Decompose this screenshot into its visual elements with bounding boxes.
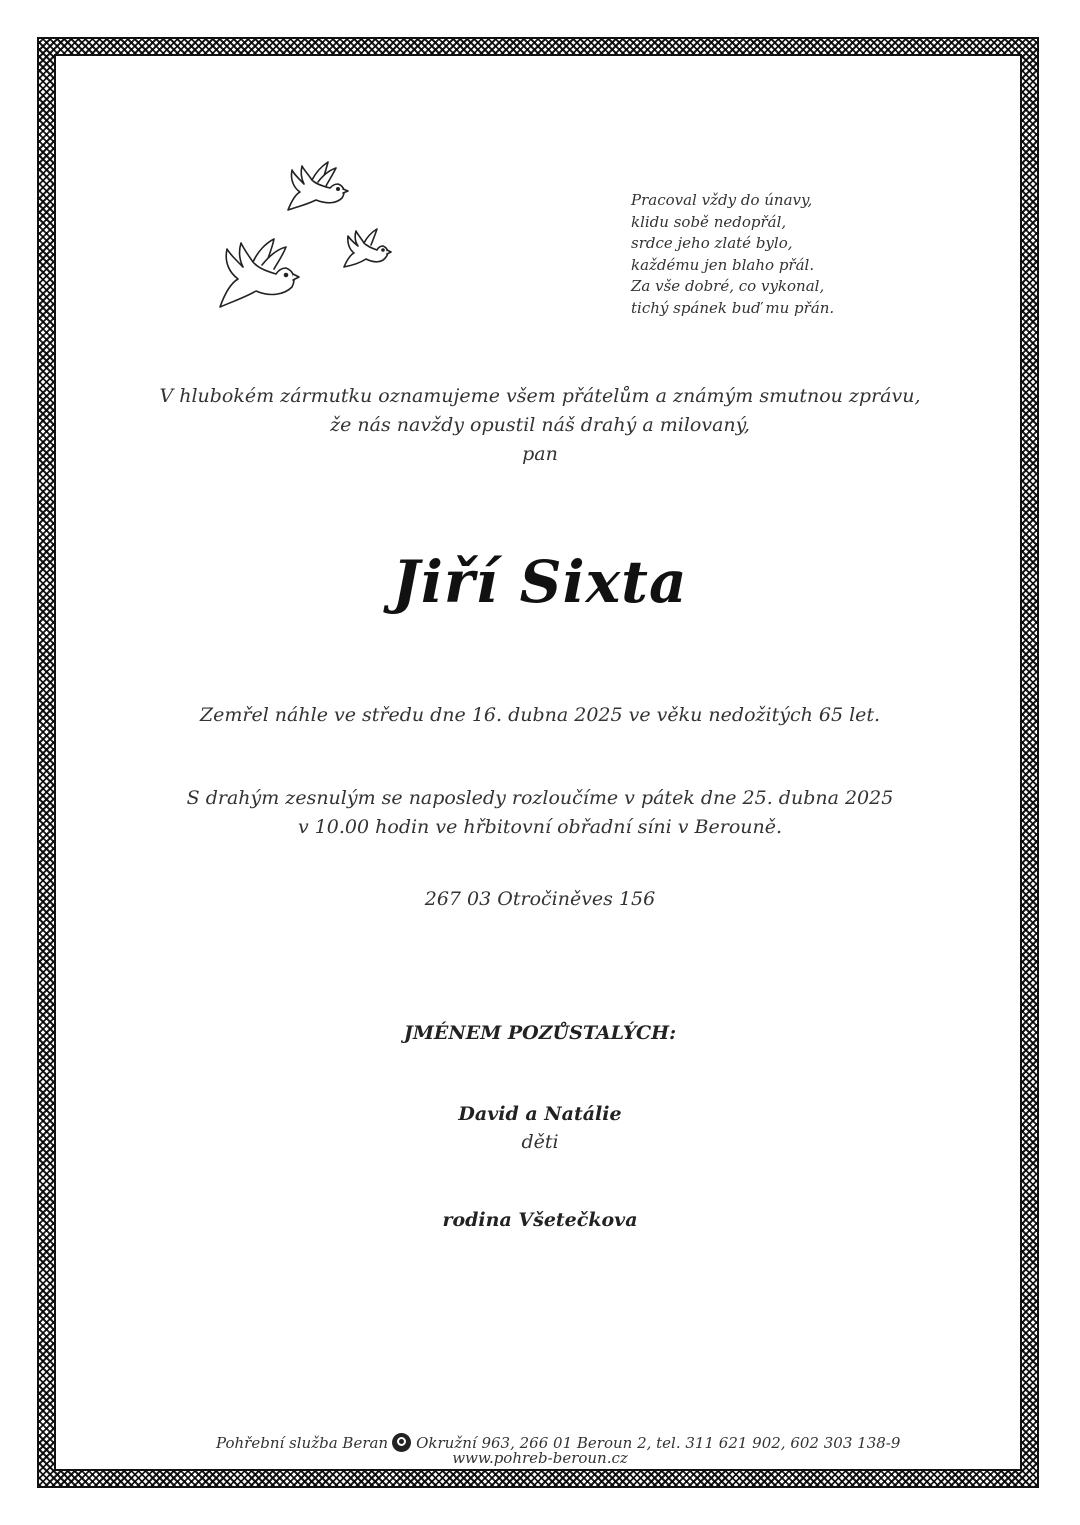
address: 267 03 Otročiněves 156 bbox=[424, 888, 656, 910]
dove-icon bbox=[288, 162, 348, 210]
intro-line: V hlubokém zármutku oznamujeme všem přátelům a známým smutnou zprávu, bbox=[159, 385, 921, 407]
poem-line: klidu sobě nedopřál, bbox=[631, 212, 787, 231]
ceremony-line: S drahým zesnulým se naposledy rozloučíme v pátek dne 25. dubna 2025 bbox=[186, 787, 894, 809]
notice-paper bbox=[54, 54, 1022, 1471]
ceremony-line: v 10.00 hodin ve hřbitovní obřadní síni v Berouně. bbox=[297, 816, 783, 838]
poem-line: tichý spánek buď mu přán. bbox=[631, 298, 835, 317]
poem-line: srdce jeho zlaté bylo, bbox=[631, 234, 793, 253]
poem-line: každému jen blaho přál. bbox=[631, 255, 815, 274]
intro-line: že nás navždy opustil náš drahý a milovaný, bbox=[330, 414, 750, 436]
behalf-heading: JMÉNEM POZŮSTALÝCH: bbox=[403, 1022, 677, 1044]
footer-website: www.pohreb-beroun.cz bbox=[452, 1449, 628, 1467]
deceased-name: Jiří Sixta bbox=[392, 548, 688, 616]
poem-line: Pracoval vždy do únavy, bbox=[631, 191, 813, 209]
dove-icon bbox=[344, 229, 391, 267]
poem bbox=[631, 190, 834, 320]
ceremony-info bbox=[0, 784, 1080, 842]
doves-illustration bbox=[210, 155, 410, 320]
intro-line: pan bbox=[522, 443, 558, 465]
footer-address: Okružní 963, 266 01 Beroun 2, tel. 311 621 902, 602 303 138-9 bbox=[416, 1434, 901, 1452]
intro-text bbox=[0, 382, 1080, 469]
poem-line: Za vše dobré, co vykonal, bbox=[631, 277, 825, 296]
footer-company: Pohřební služba Beran bbox=[216, 1434, 389, 1452]
mourner-relation: děti bbox=[521, 1131, 559, 1153]
death-notice: Zemřel náhle ve středu dne 16. dubna 2025 ve věku nedožitých 65 let. bbox=[199, 704, 881, 726]
mourner-name: David a Natálie bbox=[458, 1103, 622, 1125]
family-name: rodina Všetečkova bbox=[442, 1209, 638, 1231]
dove-icon bbox=[220, 239, 299, 307]
